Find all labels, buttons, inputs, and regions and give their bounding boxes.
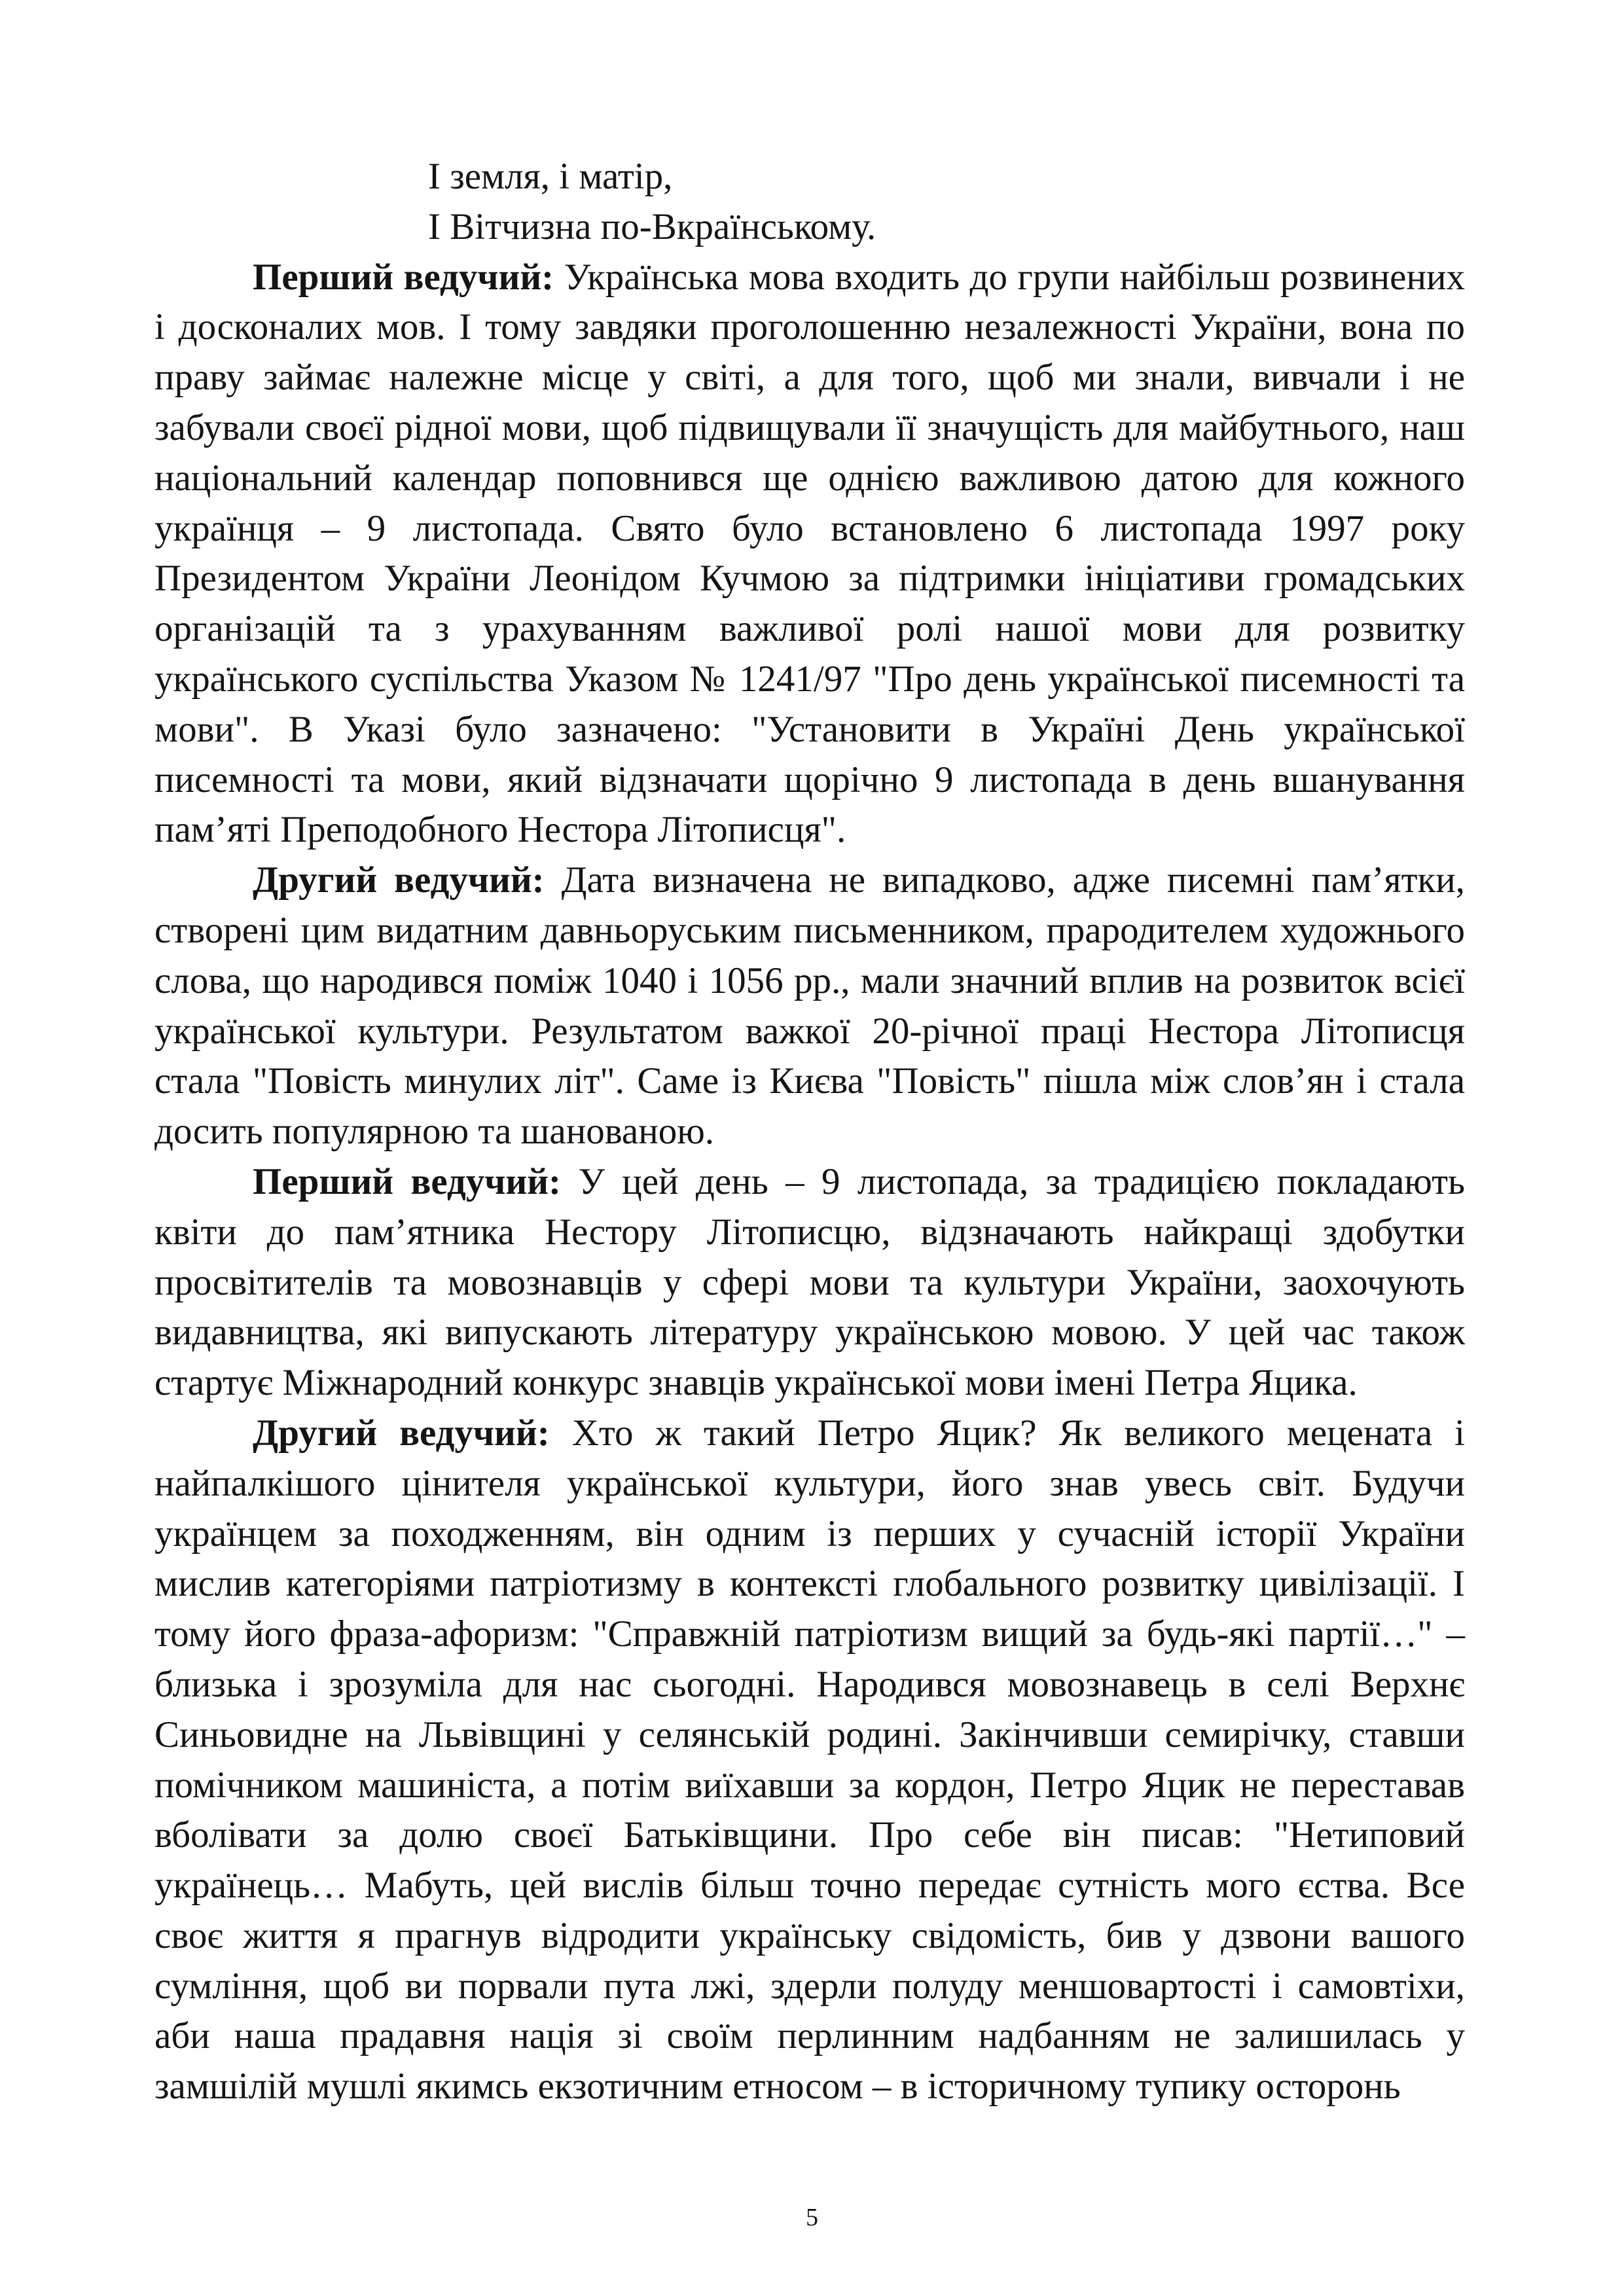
paragraph-3 xyxy=(154,1157,1465,1408)
verse-line-1: І земля, і матір, xyxy=(428,156,673,197)
paragraph-4 xyxy=(154,1408,1465,2112)
speaker-label: Другий ведучий: xyxy=(253,859,545,901)
speaker-label: Перший ведучий: xyxy=(253,1160,562,1202)
verse-block xyxy=(154,152,1465,253)
page-content xyxy=(154,152,1465,2112)
paragraph-text: Дата визначена не випадково, адже писемні пам’ятки, створені цим видатним давньоруським письменником, прародителем художнього слова, що народився поміж 1040 і 1056 рр., мали значний вплив на розвиток всієї української культури. Результатом важкої 20-річної праці Нестора Літописця стала "Повість минулих літ". Саме із Києва "Повість" пішла між слов’ян і стала досить популярною та шанованою. xyxy=(154,859,1465,1153)
paragraph-text: Хто ж такий Петро Яцик? Як великого мецената і найпалкішого цінителя української культури, його знав увесь світ. Будучи українцем за походженням, він одним із перших у сучасній історії України мислив категоріями патріотизму в контексті глобального розвитку цивілізації. І тому його фраза-афоризм: "Справжній патріотизм вищий за будь-які партії…" – близька і зрозуміла для нас сьогодні. Народився мовознавець в селі Верхнє Синьовидне на Львівщині у селянській родині. Закінчивши семирічку, ставши помічником машиніста, а потім виїхавши за кордон, Петро Яцик не переставав вболівати за долю своєї Батьківщини. Про себе він писав: "Нетиповий українець… Мабуть, цей вислів більш точно передає сутність мого єства. Все своє життя я прагнув відродити українську свідомість, бив у дзвони вашого сумління, щоб ви порвали пута лжі, здерли полуду меншовартості і самовтіхи, аби наша прадавня нація зі своїм перлинним надбанням не залишилась у замшілій мушлі якимсь екзотичним етносом – в історичному тупику осторонь xyxy=(154,1412,1465,2108)
speaker-label: Другий ведучий: xyxy=(253,1412,550,1454)
paragraph-text: Українська мова входить до групи найбільш розвинених і досконалих мов. І тому завдяки проголошенню незалежності України, вона по праву займає належне місце у світі, а для того, щоб ми знали, вивчали і не забували своєї рідної мови, щоб підвищували її значущість для майбутнього, наш національний календар поповнився ще однією важливою датою для кожного українця – 9 листопада. Свято було встановлено 6 листопада 1997 року Президентом України Леонідом Кучмою за підтримки ініціативи громадських організацій та з урахуванням важливої ролі нашої мови для розвитку українського суспільства Указом № 1241/97 "Про день української писемності та мови". В Указі було зазначено: "Установити в Україні День української писемності та мови, який відзначати щорічно 9 листопада в день вшанування пам’яті Преподобного Нестора Літописця". xyxy=(154,256,1465,851)
paragraph-1 xyxy=(154,253,1465,856)
speaker-label: Перший ведучий: xyxy=(253,256,554,298)
verse-line-2: І Вітчизна по-Вкраїнському. xyxy=(428,206,876,247)
page-number: 5 xyxy=(806,2204,818,2231)
paragraph-text: У цей день – 9 листопада, за традицією покладають квіти до пам’ятника Нестору Літописцю, відзначають найкращі здобутки просвітителів та мовознавців у сфері мови та культури України, заохочують видавництва, які випускають літературу українською мовою. У цей час також стартує Міжнародний конкурс знавців української мови імені Петра Яцика. xyxy=(154,1160,1465,1404)
paragraph-2 xyxy=(154,855,1465,1157)
